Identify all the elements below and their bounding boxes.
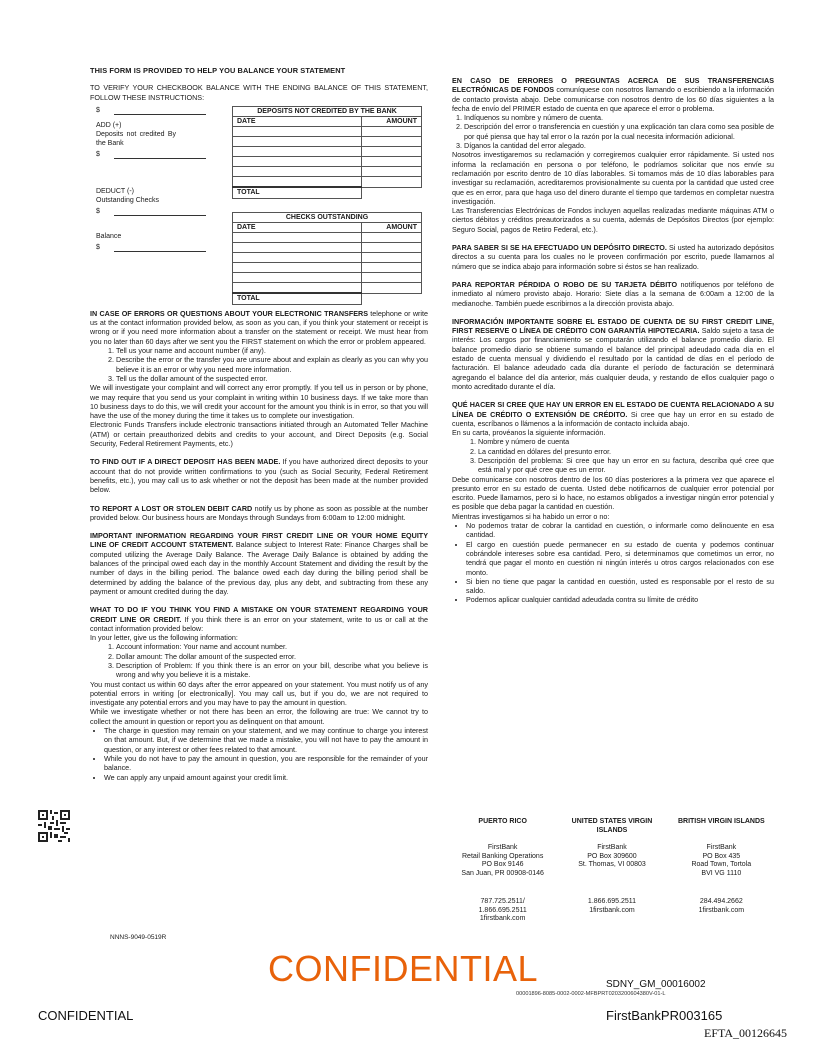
es-errors-after: Nosotros investigaremos su reclamación y corregiremos cualquier error rápidamente. Si usted nos informa la reclamación en persona o por teléfono, le podríamos solicitar que nos envíe su reclamación por escrito dentro de 10 días laborables. Si tomamos más de 10 días laborables para investigar su reclamación, acreditaremos provisionalmente su cuenta por la cantidad que usted cree que es en error, para que haga uso del dinero durante el tiempo que tardemos en completar nuestra investigación.	[452, 150, 774, 206]
form-code: NNNS-9049-0519R	[110, 934, 167, 941]
table-row	[233, 127, 422, 137]
es-errors-heading: EN CASO DE ERRORES O PREGUNTAS ACERCA DE SUS TRANSFERENCIAS ELECTRÓNICAS DE FONDOS	[452, 76, 774, 95]
phone: 1.866.695.2511	[478, 906, 527, 914]
es-mistake-heading: QUÉ HACER SI CREE QUE HAY UN ERROR EN EL ESTADO DE CUENTA RELACIONADO A SU LÍNEA DE CRÉDITO O EXTENSIÓN DE CRÉDITO.	[452, 400, 774, 419]
efta-number: EFTA_00126645	[704, 1026, 788, 1040]
list-item: 1. Account information: Your name and account number.	[116, 642, 428, 651]
checks-outstanding-table	[232, 212, 422, 305]
table-row	[233, 243, 422, 253]
direct-deposit-body: If you have authorized direct deposits to your account that do not provide written confirmations to you (such as Social Security, Federal Retirement benefits, etc.), you may call us to ask whether or not the deposit has been made at the number provided below.	[90, 457, 429, 495]
phone: 1.866.695.2511	[587, 898, 637, 905]
list-item: 2. La cantidad en dólares del presunto error.	[478, 447, 774, 456]
document-control-number: 00001896-8085-0002-0002-MFBPRT0203200604380V-01-L	[516, 991, 666, 997]
region-name: UNITED STATES VIRGIN ISLANDS	[571, 818, 653, 834]
balance-label: Balance	[96, 232, 122, 240]
deduct-line	[96, 207, 226, 216]
contact-bvi	[671, 818, 772, 924]
list-item: • We can apply any unpaid amount against your credit limit.	[104, 773, 428, 782]
lost-card-heading: TO REPORT A LOST OR STOLEN DEBIT CARD	[90, 503, 253, 513]
errors-heading: IN CASE OF ERRORS OR QUESTIONS ABOUT YOUR ELECTRONIC TRANSFERS	[90, 308, 369, 318]
address-line: PO Box 309600	[587, 852, 637, 860]
date-header: DATE	[233, 117, 362, 127]
list-item: • Podemos aplicar cualquier cantidad adeudada contra su límite de crédito	[466, 595, 774, 604]
sdny-bates-number: SDNY_GM_00016002	[606, 979, 706, 990]
direct-deposit-section	[90, 457, 428, 494]
list-item: 1. Indíquenos su nombre y número de cuenta.	[464, 113, 774, 122]
errors-list	[90, 346, 428, 383]
es-mistake-section	[452, 400, 774, 428]
es-mistake-intro: En su carta, provéanos la siguiente información.	[452, 428, 606, 438]
list-item: 1. Nombre y número de cuenta	[478, 437, 774, 446]
errors-section	[90, 309, 428, 346]
table-row	[233, 253, 422, 263]
qr-code-icon	[38, 810, 70, 842]
es-mistake-after-2: Mientras investigamos si ha habido un error o no:	[452, 511, 610, 521]
list-item: 3. Description of Problem: If you think there is an error on your bill, describe what you believe is wrong and why you believe it is a mistake.	[116, 661, 428, 680]
table-row	[233, 157, 422, 167]
table-row	[233, 273, 422, 283]
footer-confidential: CONFIDENTIAL	[38, 1008, 134, 1023]
direct-deposit-heading: TO FIND OUT IF A DIRECT DEPOSIT HAS BEEN MADE.	[90, 457, 281, 467]
address-line: PO Box 9146	[481, 861, 524, 869]
mistake-body: If you think there is an error on your statement, write to us or call at the contact information provided below:	[90, 614, 428, 633]
table-row	[233, 167, 422, 177]
checks-table-title: CHECKS OUTSTANDING	[233, 212, 422, 222]
errors-eft: Electronic Funds Transfers include electronic transactions initiated through an Automated Teller Machine (ATM) or certain preauthorized debits and credits to your account, and Direct Deposits (e.g. Social Security, Federal Retirement Payments, etc.)	[90, 420, 428, 449]
es-mistake-after-1: Debe comunicarse con nosotros dentro de los 60 días posteriores a la primera vez que aparece el presunto error en su estado de cuenta. Usted debe notificarnos de cualquier error potencial por escrito. Puede llamarnos, pero si lo hace, no estamos obligados a investigar ningún error potencial y es posible que deba pagar la cantidad en cuestión.	[452, 474, 774, 512]
es-credit-line-body: Saldo sujeto a tasa de interés: Los cargos por financiamiento se computarán utilizando el balance promedio diario. El balance promedio diario se obtiene sumando el balance del principal adeudado cada día en el estado de cuenta mensual y dividiendo el resultado por la cantidad de días en el período de facturación. El balance adeudado cada día durante el período de facturación se determinará agregando el balance del día anterior, más cualquier deuda, y restando de ellos cualquier pago o monto acreditado durante el día.	[452, 326, 774, 391]
website: 1firstbank.com	[698, 906, 745, 914]
list-item: • While you do not have to pay the amount in question, you are responsible for the remainder of your balance.	[104, 754, 428, 773]
amount-header: AMOUNT	[362, 117, 422, 127]
es-errors-eft: Las Transferencias Electrónicas de Fondos incluyen aquellas realizadas mediante máquinas ATM o ciertos débitos y créditos preautorizados a su cuenta, además de Depósitos Directos (por ejemplo: Seguro Social, pagos de Retiro Federal, etc.).	[452, 206, 774, 234]
dollar-sign: $	[96, 207, 100, 215]
starting-balance-line	[96, 106, 226, 115]
address-line: BVI VG 1110	[701, 869, 742, 877]
list-item: 3. Tell us the dollar amount of the suspected error.	[116, 374, 428, 383]
address-line: FirstBank	[597, 844, 627, 851]
es-credit-line-section	[452, 317, 774, 391]
deposits-not-credited-table	[232, 106, 422, 199]
deposits-table-title: DEPOSITS NOT CREDITED BY THE BANK	[233, 106, 422, 116]
balance-line	[96, 243, 226, 252]
list-item: • Si bien no tiene que pagar la cantidad en cuestión, usted es responsable por el resto de su saldo.	[466, 577, 774, 596]
table-row	[233, 283, 422, 294]
mistake-bullets	[90, 726, 428, 782]
es-errors-body: comuníquese con nosotros llamando o escribiendo a la información de contacto provista abajo. Debe comunicarse con nosotros dentro de los 60 días siguientes a la fecha de envío del PRIMER estado de cuenta en que aparece el error o problema.	[452, 85, 774, 113]
dollar-sign: $	[96, 243, 100, 251]
list-item: 3. Descripción del problema: Si cree que hay un error en su factura, describa qué cree que está mal y por qué cree que es un error.	[478, 456, 774, 475]
contact-info	[452, 818, 772, 924]
address-line: FirstBank	[706, 844, 737, 851]
left-column	[90, 66, 428, 782]
address	[452, 844, 553, 898]
add-label: ADD (+)	[96, 121, 122, 129]
mistake-list	[90, 642, 428, 679]
region-name: BRITISH VIRGIN ISLANDS	[677, 818, 765, 825]
table-row	[233, 233, 422, 243]
credit-line-body: Balance subject to Interest Rate: Finance Charges shall be computed utilizing the Average Daily Balance. The Average Daily Balance is obtained by adding the balances of the principal owed each day in the monthly Account Statement and dividing the result by the number of days in the billing period. The balance owed each day during the billing period shall be determined by adding the balance of the previous day, plus any debt, and subtracting from these any payment or amount credited during the day.	[90, 540, 428, 596]
region-name: PUERTO RICO	[478, 818, 527, 825]
credit-line-section	[90, 531, 428, 596]
amount-header: AMOUNT	[362, 223, 422, 233]
dollar-sign: $	[96, 106, 100, 114]
es-lost-card-section	[452, 280, 774, 308]
es-direct-deposit-body: Si usted ha autorizado depósitos directos a su cuenta para los cuales no le proveen confirmación por escrito, puede llamarnos al número que se indica abajo para información sobre si éstos se han realizado.	[452, 243, 774, 271]
table-row	[233, 147, 422, 157]
credit-line-heading: IMPORTANT INFORMATION REGARDING YOUR FIRST CREDIT LINE OR YOUR HOME EQUITY LINE OF CREDIT ACCOUNT STATEMENT.	[90, 531, 428, 550]
address-line: PO Box 435	[702, 852, 741, 860]
table-row	[233, 177, 422, 188]
right-column	[452, 76, 774, 605]
es-credit-line-heading: INFORMACIÓN IMPORTANTE SOBRE EL ESTADO DE CUENTA DE SU FIRST CREDIT LINE, FIRST RESERVE O LÍNEA DE CRÉDITO CON GARANTÍA HIPOTECARIA.	[452, 316, 774, 336]
list-item: 2. Describe the error or the transfer you are unsure about and explain as clearly as you can why you believe it is an error or why you need more information.	[116, 355, 428, 374]
es-mistake-body: Si cree que hay un error en su estado de cuenta, escríbanos o llámenos a la información de contacto incluida abajo.	[452, 409, 774, 428]
address-line: FirstBank	[487, 844, 518, 851]
es-mistake-bullets	[452, 521, 774, 605]
mistake-after-1: You must contact us within 60 days after the error appeared on your statement. You must notify us of any potential errors in writing [or electronically]. You may call us, but if you do, we are not required to investigate any potential errors and you may have to pay the amount in question.	[90, 679, 428, 708]
balance-form-steps	[96, 104, 226, 258]
form-title: THIS FORM IS PROVIDED TO HELP YOU BALANCE YOUR STATEMENT	[90, 66, 346, 75]
date-header: DATE	[233, 223, 362, 233]
confidential-stamp: CONFIDENTIAL	[268, 948, 539, 989]
blank-line	[114, 151, 206, 159]
errors-after: We will investigate your complaint and will correct any error promptly. If you tell us in person or by phone, we may require that you send us your complaint in writing within 10 business days. If we take more than 10 business days to do this, we will credit your account for the amount you think is in error, so that you will have the use of the money during the time it takes us to complete our investigation.	[90, 383, 428, 421]
table-row	[233, 137, 422, 147]
errors-body: telephone or write us at the contact information provided below, as soon as you can, if you think your statement or receipt is wrong or if you need more information about a transfer on the statement or receipt. We must hear from you no later than 60 days after we sent you the FIRST statement on which the error or problem appeared.	[90, 308, 428, 346]
mistake-heading: WHAT TO DO IF YOU THINK YOU FIND A MISTAKE ON YOUR STATEMENT REGARDING YOUR CREDIT LINE OR CREDIT.	[90, 605, 428, 624]
add-description: Deposits not credited By the Bank	[96, 130, 176, 147]
es-direct-deposit-heading: PARA SABER SI SE HA EFECTUADO UN DEPÓSITO DIRECTO.	[452, 243, 667, 253]
address	[671, 844, 772, 898]
list-item: • No podemos tratar de cobrar la cantidad en cuestión, o informarle como delincuente en esa cantidad.	[466, 521, 774, 540]
lost-card-section	[90, 504, 428, 523]
deduct-description: Outstanding Checks	[96, 196, 160, 204]
address-line: San Juan, PR 00908-0146	[461, 869, 544, 877]
contact-puerto-rico	[452, 818, 553, 924]
phone: 284.494.2662	[699, 898, 743, 905]
es-mistake-list	[452, 437, 774, 474]
footer-bates-number: FirstBankPR003165	[606, 1008, 723, 1023]
deduct-label: DEDUCT (-)	[96, 187, 134, 195]
mistake-after-2: While we investigate whether or not there has been an error, the following are true: We cannot try to collect the amount in question or report you as delinquent on that amount.	[90, 707, 428, 726]
list-item: • The charge in question may remain on your statement, and we may continue to charge you interest on that amount. But, if we determine that we made a mistake, you will not have to pay the amount in question, or any interest or other fees related to that amount.	[104, 726, 428, 754]
list-item: 1. Tell us your name and account number (if any).	[116, 346, 428, 355]
es-lost-card-heading: PARA REPORTAR PÉRDIDA O ROBO DE SU TARJETA DÉBITO	[452, 279, 678, 289]
total-label: TOTAL	[233, 187, 362, 198]
contact-usvi	[561, 818, 662, 924]
es-errors-list	[452, 113, 774, 150]
mistake-section	[90, 605, 428, 633]
form-intro: TO VERIFY YOUR CHECKBOOK BALANCE WITH THE ENDING BALANCE OF THIS STATEMENT, FOLLOW THESE INSTRUCTIONS:	[90, 83, 428, 102]
add-line	[96, 150, 226, 159]
address	[561, 844, 662, 898]
blank-line	[114, 107, 206, 115]
table-row	[233, 263, 422, 273]
list-item: 2. Descripción del error o transferencia en cuestión y una explicación tan clara como sea posible de por qué piensa que hay tal error o la razón por la cual necesita información adicional.	[464, 122, 774, 141]
list-item: 3. Díganos la cantidad del error alegado.	[464, 141, 774, 150]
es-errors-section	[452, 76, 774, 113]
es-direct-deposit-section	[452, 243, 774, 271]
es-lost-card-body: notifíquenos por teléfono de inmediato al número provisto abajo. Horario: Siete días a la semana de 6:00am a 12:00 de la medianoche. También puede escribirnos a la dirección provista abajo.	[452, 279, 774, 308]
mistake-intro: In your letter, give us the following information:	[90, 633, 238, 643]
phone: 787.725.2511/	[480, 898, 525, 905]
dollar-sign: $	[96, 150, 100, 158]
website: 1firstbank.com	[589, 906, 635, 914]
list-item: • El cargo en cuestión puede permanecer en su estado de cuenta y podemos continuar cobrándole intereses sobre esa cantidad. Pero, si determinamos que cometimos un error, no tendrá que pagar el monto en cuestión ni ningún interés u otros cargos relacionados con ese monto.	[466, 540, 774, 577]
address-line: Retail Banking Operations	[462, 852, 544, 860]
blank-line	[114, 208, 206, 216]
lost-card-body: notify us by phone as soon as possible at the number provided below. Our business hours are Mondays through Sundays from 6:00am to 12:00 midnight.	[90, 503, 429, 522]
website: 1firstbank.com	[479, 915, 526, 923]
address-line: St. Thomas, VI 00803	[578, 861, 646, 869]
address-line: Road Town, Tortola	[691, 861, 752, 869]
blank-line	[114, 244, 206, 252]
balance-form	[90, 104, 428, 309]
total-label: TOTAL	[233, 293, 362, 304]
list-item: 2. Dollar amount: The dollar amount of the suspected error.	[116, 652, 428, 661]
